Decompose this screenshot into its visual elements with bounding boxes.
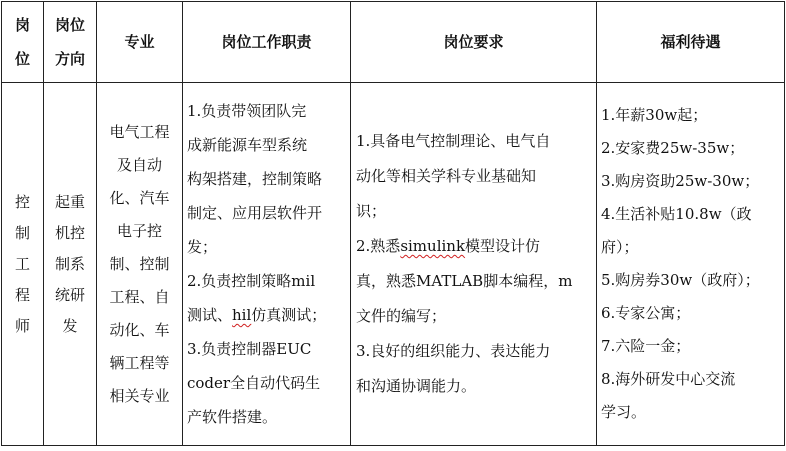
requirements-line: 动化等相关学科专业基础知 [356, 167, 537, 185]
header-row [2, 2, 785, 83]
spellcheck-mark: hil [232, 306, 252, 324]
benefits-line: 学习。 [601, 403, 647, 421]
post-cell [2, 83, 44, 446]
direction-line: 统研 [54, 285, 85, 304]
requirements-cell [351, 83, 597, 446]
post-line: 师 [14, 316, 30, 335]
benefits-line: 1.年薪30w起； [601, 106, 708, 124]
major-line: 电气工程 [109, 122, 170, 141]
major-line: 动化、车 [109, 320, 170, 339]
benefits-line: 6.专家公寓； [601, 304, 691, 322]
benefits-line: 5.购房券30w（政府）； [601, 271, 760, 289]
direction-line: 机控 [54, 223, 85, 242]
duties-line: 1.负责带领团队完 [187, 102, 307, 120]
header-direction-line: 岗位 [54, 16, 85, 34]
post-line: 程 [14, 285, 30, 304]
benefits-line: 8.海外研发中心交流 [601, 370, 736, 388]
requirements-line: 3.良好的组织能力、表达能力 [356, 342, 551, 360]
duties-line: 产软件搭建。 [187, 408, 278, 426]
major-line: 制、控制 [109, 254, 170, 273]
benefits-line: 府）； [601, 238, 639, 256]
job-table [1, 1, 785, 446]
benefits-line: 2.安家费25w-35w； [601, 139, 745, 157]
major-cell [97, 83, 183, 446]
requirements-line: 识； [356, 202, 387, 220]
major-line: 电子控 [116, 221, 162, 240]
header-requirements: 岗位要求 [351, 2, 597, 83]
direction-line: 发 [62, 316, 78, 335]
direction-cell [44, 83, 97, 446]
major-line: 及自动 [116, 155, 162, 174]
header-benefits: 福利待遇 [597, 2, 785, 83]
duties-line: 构架搭建，控制策略 [187, 170, 323, 188]
benefits-line: 3.购房资助25w-30w； [601, 172, 760, 190]
benefits-cell [597, 83, 785, 446]
major-line: 相关专业 [109, 386, 170, 405]
major-line: 辆工程等 [109, 353, 170, 372]
major-line: 化、汽车 [109, 188, 170, 207]
table-row [2, 83, 785, 446]
duties-line: coder全自动代码生 [187, 374, 321, 392]
post-line: 控 [14, 192, 30, 211]
header-direction-line: 方向 [54, 50, 85, 68]
header-duties: 岗位工作职责 [183, 2, 351, 83]
requirements-line: 文件的编写； [356, 307, 447, 325]
direction-line: 起重 [54, 192, 85, 211]
direction-line: 制系 [54, 254, 85, 273]
spellcheck-mark: simulink [400, 237, 466, 255]
duties-line: 制定、应用层软件开 [187, 204, 323, 222]
duties-line: 成新能源车型系统 [187, 136, 308, 154]
major-line: 工程、自 [109, 287, 170, 306]
requirements-line: 2.熟悉simulink模型设计仿 [356, 237, 541, 255]
requirements-line: 真，熟悉MATLAB脚本编程，m [356, 272, 573, 290]
benefits-line: 7.六险一金； [601, 337, 691, 355]
header-post [2, 2, 44, 83]
duties-line: 测试、hil仿真测试； [187, 306, 327, 324]
duties-line: 2.负责控制策略mil [187, 272, 316, 290]
benefits-line: 4.生活补贴10.8w（政 [601, 205, 752, 223]
header-post-line: 位 [14, 50, 30, 68]
header-direction [44, 2, 97, 83]
post-line: 工 [14, 254, 30, 273]
duties-cell [183, 83, 351, 446]
post-line: 制 [14, 223, 30, 242]
requirements-line: 1.具备电气控制理论、电气自 [356, 132, 551, 150]
header-major: 专业 [97, 2, 183, 83]
requirements-line: 和沟通协调能力。 [356, 377, 477, 395]
header-post-line: 岗 [14, 16, 30, 34]
duties-line: 3.负责控制器EUC [187, 340, 312, 358]
duties-line: 发； [187, 238, 218, 256]
